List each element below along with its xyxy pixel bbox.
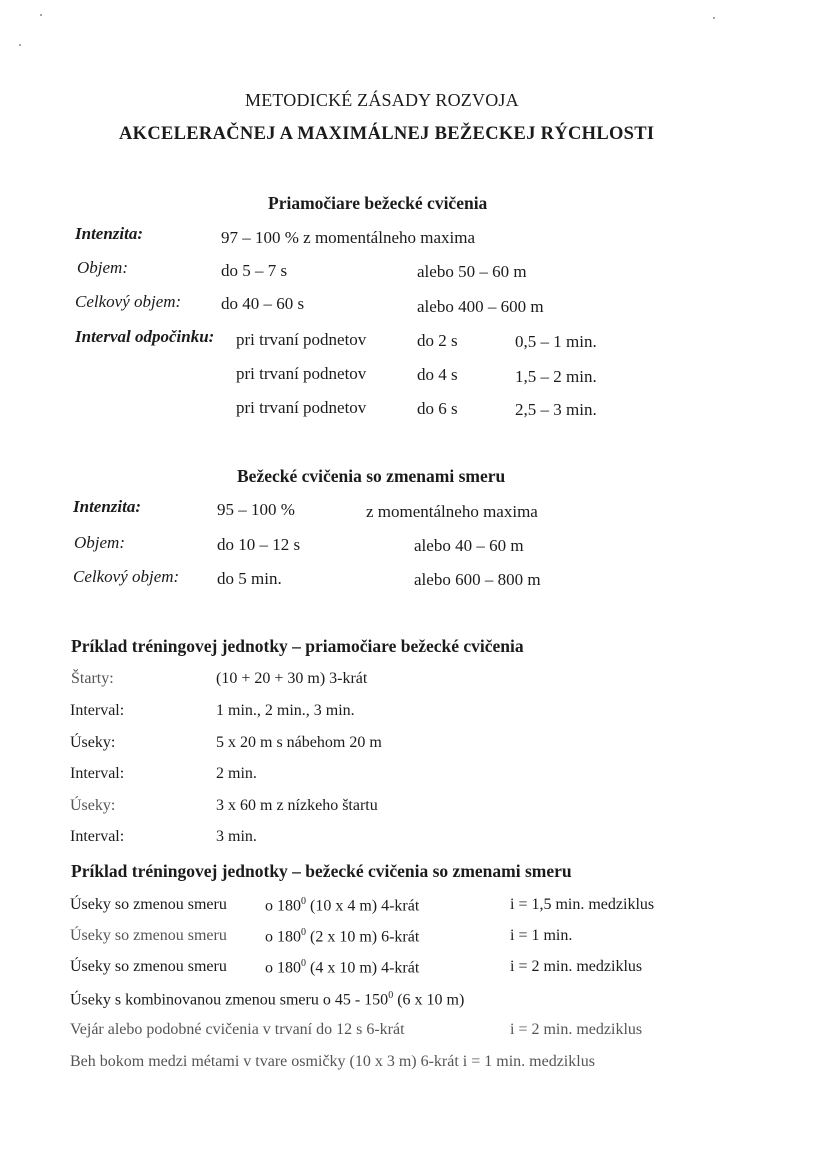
row-value: (10 + 20 + 30 m) 3-krát — [216, 670, 368, 687]
interval-duration: do 6 s — [417, 399, 458, 418]
exercise-detail: o $180^0$ (4 x 10 m) 4-krát — [265, 958, 420, 977]
value-celkovy-objem: do 5 min. — [217, 569, 282, 588]
exercise-interval: i = 1 min. — [510, 927, 573, 944]
interval-duration: do 2 s — [417, 331, 458, 350]
section-heading: Priamočiare bežecké cvičenia — [268, 193, 488, 213]
row-label: Úseky: — [70, 734, 116, 751]
exercise-line: Vejár alebo podobné cvičenia v trvaní do 12 s 6-krát — [70, 1021, 405, 1038]
row-value: 3 x 60 m z nízkeho štartu — [216, 797, 378, 814]
row-label: Interval: — [70, 702, 125, 719]
value-celkovy-objem: do 40 – 60 s — [221, 294, 305, 313]
interval-condition: pri trvaní podnetov — [236, 398, 367, 417]
exercise-detail: o $180^0$ (10 x 4 m) 4-krát — [265, 896, 420, 915]
section-heading: Príklad tréningovej jednotky – bežecké cvičenia so zmenami smeru — [71, 861, 572, 881]
row-value: 5 x 20 m s nábehom 20 m — [216, 734, 382, 751]
alt-celkovy-objem: alebo 600 – 800 m — [414, 570, 541, 589]
value-intenzita: 95 – 100 % — [217, 500, 295, 519]
row-label: Štarty: — [71, 670, 114, 687]
scan-speck — [19, 44, 21, 46]
value-objem: do 10 – 12 s — [217, 535, 301, 554]
row-value: 1 min., 2 min., 3 min. — [216, 702, 355, 719]
alt-celkovy-objem: alebo 400 – 600 m — [417, 297, 544, 316]
label-objem: Objem: — [74, 533, 125, 552]
label-intenzita: Intenzita: — [75, 224, 144, 243]
exercise-detail: o $180^0$ (2 x 10 m) 6-krát — [265, 927, 420, 946]
title-line-2: AKCELERAČNEJ A MAXIMÁLNEJ BEŽECKEJ RÝCHLOSTI — [119, 124, 655, 144]
exercise-name: Úseky so zmenou smeru — [70, 958, 227, 975]
value-intenzita: 97 – 100 % z momentálneho maxima — [221, 228, 475, 247]
scan-speck — [713, 17, 715, 19]
interval-rest: 2,5 – 3 min. — [515, 400, 597, 419]
value-objem: do 5 – 7 s — [221, 261, 288, 280]
exercise-line: Úseky s kombinovanou zmenou smeru o $45 - 150^0$ (6 x 10 m) — [70, 990, 465, 1009]
row-label: Interval: — [70, 828, 125, 845]
label-celkovy-objem: Celkový objem: — [73, 567, 180, 586]
interval-duration: do 4 s — [417, 365, 458, 384]
alt-objem: alebo 50 – 60 m — [417, 262, 527, 281]
row-label: Úseky: — [70, 797, 116, 814]
row-value: 2 min. — [216, 765, 257, 782]
exercise-line: Beh bokom medzi métami v tvare osmičky (10 x 3 m) 6-krát i = 1 min. medziklus — [70, 1053, 595, 1070]
exercise-interval: i = 2 min. medziklus — [510, 1021, 643, 1038]
alt-objem: alebo 40 – 60 m — [414, 536, 524, 555]
title-line-1: METODICKÉ ZÁSADY ROZVOJA — [245, 90, 519, 110]
interval-condition: pri trvaní podnetov — [236, 364, 367, 383]
exercise-name: Úseky so zmenou smeru — [70, 927, 227, 944]
section-heading: Bežecké cvičenia so zmenami smeru — [237, 466, 506, 486]
exercise-name: Úseky so zmenou smeru — [70, 896, 227, 913]
alt-intenzita: z momentálneho maxima — [366, 502, 538, 521]
label-intenzita: Intenzita: — [73, 497, 142, 516]
label-objem: Objem: — [77, 258, 128, 277]
section-heading: Príklad tréningovej jednotky – priamočiare bežecké cvičenia — [71, 636, 524, 656]
exercise-interval: i = 2 min. medziklus — [510, 958, 643, 975]
scan-speck — [40, 14, 42, 16]
interval-condition: pri trvaní podnetov — [236, 330, 367, 349]
interval-rest: 1,5 – 2 min. — [515, 367, 597, 386]
exercise-interval: i = 1,5 min. medziklus — [510, 896, 655, 913]
row-value: 3 min. — [216, 828, 257, 845]
label-interval-odpocinku: Interval odpočinku: — [75, 327, 215, 346]
label-celkovy-objem: Celkový objem: — [75, 292, 182, 311]
row-label: Interval: — [70, 765, 125, 782]
interval-rest: 0,5 – 1 min. — [515, 332, 597, 351]
